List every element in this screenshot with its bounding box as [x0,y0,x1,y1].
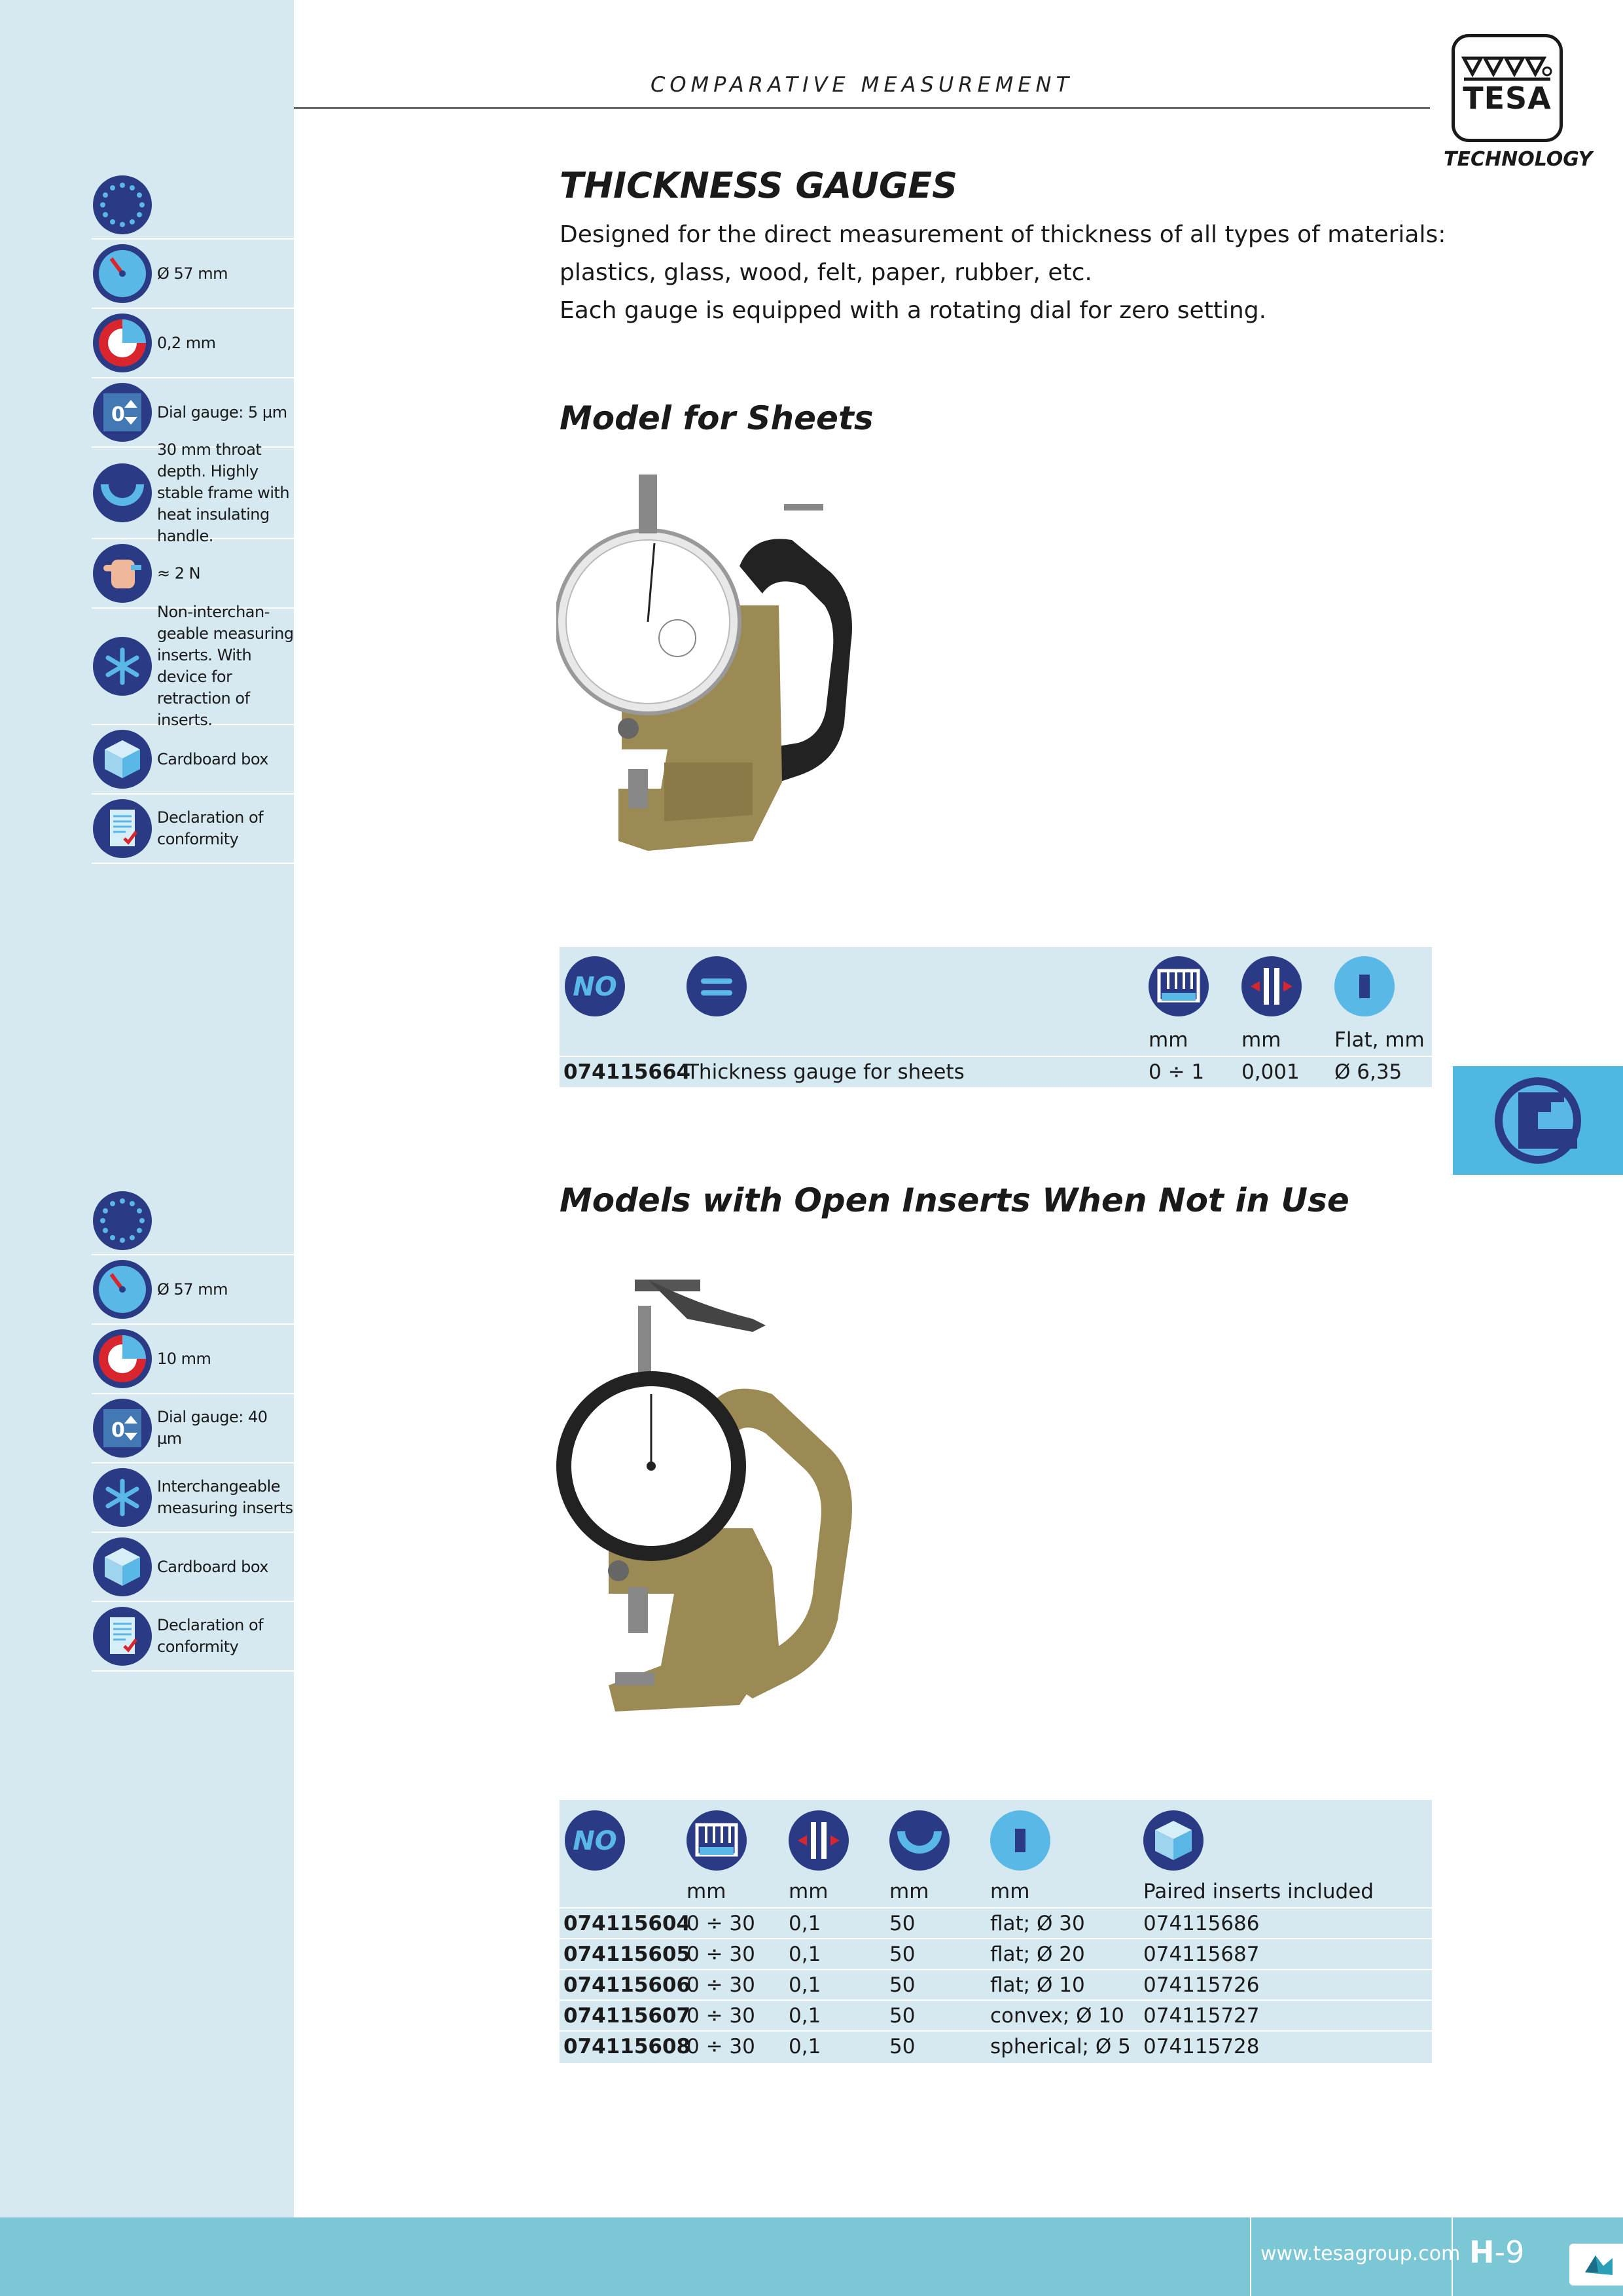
unit-label: mm [687,1880,726,1903]
article-number: 074115605 [563,1943,691,1966]
intro-line: plastics, glass, wood, felt, paper, rubber, etc. [560,259,1092,286]
feature-item [92,1394,294,1463]
feature-text: 0,2 mm [157,333,216,352]
measuring-range-icon [92,1328,153,1390]
feature-item [92,378,294,448]
feature-text: Interchangeable measuring inserts [157,1477,293,1517]
row-insert: Ø 6,35 [1334,1060,1402,1084]
feature-item [92,725,294,795]
insert-shape-icon [1333,955,1396,1018]
feature-text: Cardboard box [157,1557,268,1576]
row-range: 0 ÷ 30 [687,1943,755,1966]
article-number: 074115604 [563,1912,691,1935]
row-insert: flat; Ø 30 [990,1912,1085,1935]
logo-word: TESA [1463,81,1552,116]
row-insert: flat; Ø 10 [990,1973,1085,1997]
resolution-icon [787,1809,850,1872]
feature-item [92,1463,294,1533]
table-row [560,1907,1432,1939]
article-number: 074115664 [563,1060,691,1084]
open-inserts-gauge-image [556,1280,1001,1764]
feature-item [92,309,294,378]
feature-list-2 [92,1187,294,1672]
table-row [560,2000,1432,2031]
caliper-chapter-icon [1453,1066,1623,1175]
feature-list-1 [92,171,294,864]
measuring-range-icon [92,312,153,374]
description-icon [685,955,748,1018]
row-description: Thickness gauge for sheets [687,1060,965,1084]
feature-item [92,171,294,240]
section2-title: Models with Open Inserts When Not in Use [560,1181,1349,1219]
feature-text: Declaration of conformity [157,808,264,848]
table-row [560,1056,1432,1087]
feature-item [92,539,294,609]
declaration-icon [92,798,153,859]
page-title: THICKNESS GAUGES [560,165,957,206]
feature-item [92,1187,294,1255]
feature-text: Declaration of conformity [157,1616,264,1656]
svg-text:0: 0 [111,403,125,426]
article-number: 074115607 [563,2004,691,2028]
footer-divider [1250,2217,1251,2296]
section-header: COMPARATIVE MEASUREMENT [650,72,1073,97]
spec-table-1 [560,947,1432,1087]
feature-text: Dial gauge: 40 µm [157,1408,268,1448]
page-letter: H [1469,2234,1495,2270]
eu-stars-icon [92,1190,153,1251]
feature-text: Ø 57 mm [157,1280,228,1299]
cardboard-box-icon [92,1536,153,1598]
unit-label: mm [1241,1028,1281,1052]
resolution-icon [1240,955,1303,1018]
row-resolution: 0,001 [1241,1060,1300,1084]
feature-item [92,240,294,309]
throat-depth-icon [888,1809,951,1872]
page-digit: -9 [1494,2234,1525,2270]
measuring-span-icon [1147,955,1210,1018]
tesa-chevron-icon [1569,2244,1623,2286]
feature-item [92,1533,294,1602]
header-rule [294,107,1430,109]
row-resolution: 0,1 [789,2035,821,2058]
unit-label: mm [990,1880,1030,1903]
row-resolution: 0,1 [789,1912,821,1935]
row-range: 0 ÷ 30 [687,1973,755,1997]
measuring-span-icon [685,1809,748,1872]
article-number: 074115608 [563,2035,691,2058]
no-label: NO [573,1826,617,1856]
unit-label: mm [1149,1028,1188,1052]
no-label: NO [573,972,617,1002]
table-row [560,2030,1432,2062]
feature-item [92,440,294,545]
logo-tagline: TECHNOLOGY [1444,148,1593,171]
tesa-logo [1452,34,1563,142]
row-paired: 074115686 [1143,1912,1260,1935]
throat-depth-icon [92,462,153,524]
feature-text: 10 mm [157,1349,211,1368]
hand-force-icon [92,543,153,604]
table-row [560,1938,1432,1969]
article-number-icon [563,955,626,1018]
row-resolution: 0,1 [789,1943,821,1966]
table-row [560,1969,1432,2000]
cardboard-box-icon [92,728,153,790]
feature-item [92,795,294,864]
feature-text: Cardboard box [157,749,268,768]
intro-text [560,216,1446,330]
row-range: 0 ÷ 30 [687,2004,755,2028]
svg-text:0: 0 [111,1419,125,1442]
feature-text: Dial gauge: 5 µm [157,403,287,422]
row-depth: 50 [889,2004,916,2028]
unit-label: Paired inserts included [1143,1880,1374,1903]
row-depth: 50 [889,1943,916,1966]
feature-text: Ø 57 mm [157,264,228,283]
row-paired: 074115687 [1143,1943,1260,1966]
inserts-icon [92,1467,153,1528]
row-insert: flat; Ø 20 [990,1943,1085,1966]
row-resolution: 0,1 [789,1973,821,1997]
feature-item [92,603,294,729]
row-resolution: 0,1 [789,2004,821,2028]
row-paired: 074115727 [1143,2004,1260,2028]
unit-label: Flat, mm [1334,1028,1425,1052]
unit-label: mm [789,1880,829,1903]
eu-stars-icon [92,174,153,236]
footer-logo-tab [1569,2244,1623,2286]
inserts-icon [92,636,153,697]
paired-inserts-box-icon [1142,1809,1205,1872]
spec-table-2 [560,1800,1432,2063]
website-link[interactable]: www.tesagroup.com [1260,2242,1461,2265]
declaration-icon [92,1605,153,1667]
dial-diameter-icon [92,243,153,304]
row-depth: 50 [889,1912,916,1935]
chapter-tab [1453,1066,1623,1175]
row-range: 0 ÷ 30 [687,1912,755,1935]
feature-text: ≈ 2 N [157,564,201,583]
page-footer [0,2217,1623,2296]
dial-gauge-icon [92,1397,153,1459]
feature-item [92,1255,294,1325]
intro-line: Designed for the direct measurement of thickness of all types of materials: [560,221,1446,248]
feature-item [92,1602,294,1672]
row-insert: spherical; Ø 5 [990,2035,1131,2058]
row-range: 0 ÷ 30 [687,2035,755,2058]
page-number [1469,2234,1524,2270]
feature-item [92,1325,294,1394]
article-number-icon [563,1809,626,1872]
unit-label: mm [889,1880,929,1903]
tesa-logo-mark-icon [1461,54,1553,83]
sheet-thickness-gauge-image [556,475,1001,880]
intro-line: Each gauge is equipped with a rotating dial for zero setting. [560,297,1267,324]
feature-text: Non-interchan-geable measuring inserts. With device for retraction of inserts. [157,603,294,729]
insert-shape-icon [989,1809,1052,1872]
row-paired: 074115728 [1143,2035,1260,2058]
article-number: 074115606 [563,1973,691,1997]
row-depth: 50 [889,1973,916,1997]
row-paired: 074115726 [1143,1973,1260,1997]
row-depth: 50 [889,2035,916,2058]
row-insert: convex; Ø 10 [990,2004,1124,2028]
row-range: 0 ÷ 1 [1149,1060,1205,1084]
footer-divider [1452,2217,1453,2296]
dial-gauge-icon [92,382,153,443]
feature-text: 30 mm throat depth. Highly stable frame with heat insulating handle. [157,440,290,545]
section1-title: Model for Sheets [560,399,874,437]
dial-diameter-icon [92,1259,153,1320]
